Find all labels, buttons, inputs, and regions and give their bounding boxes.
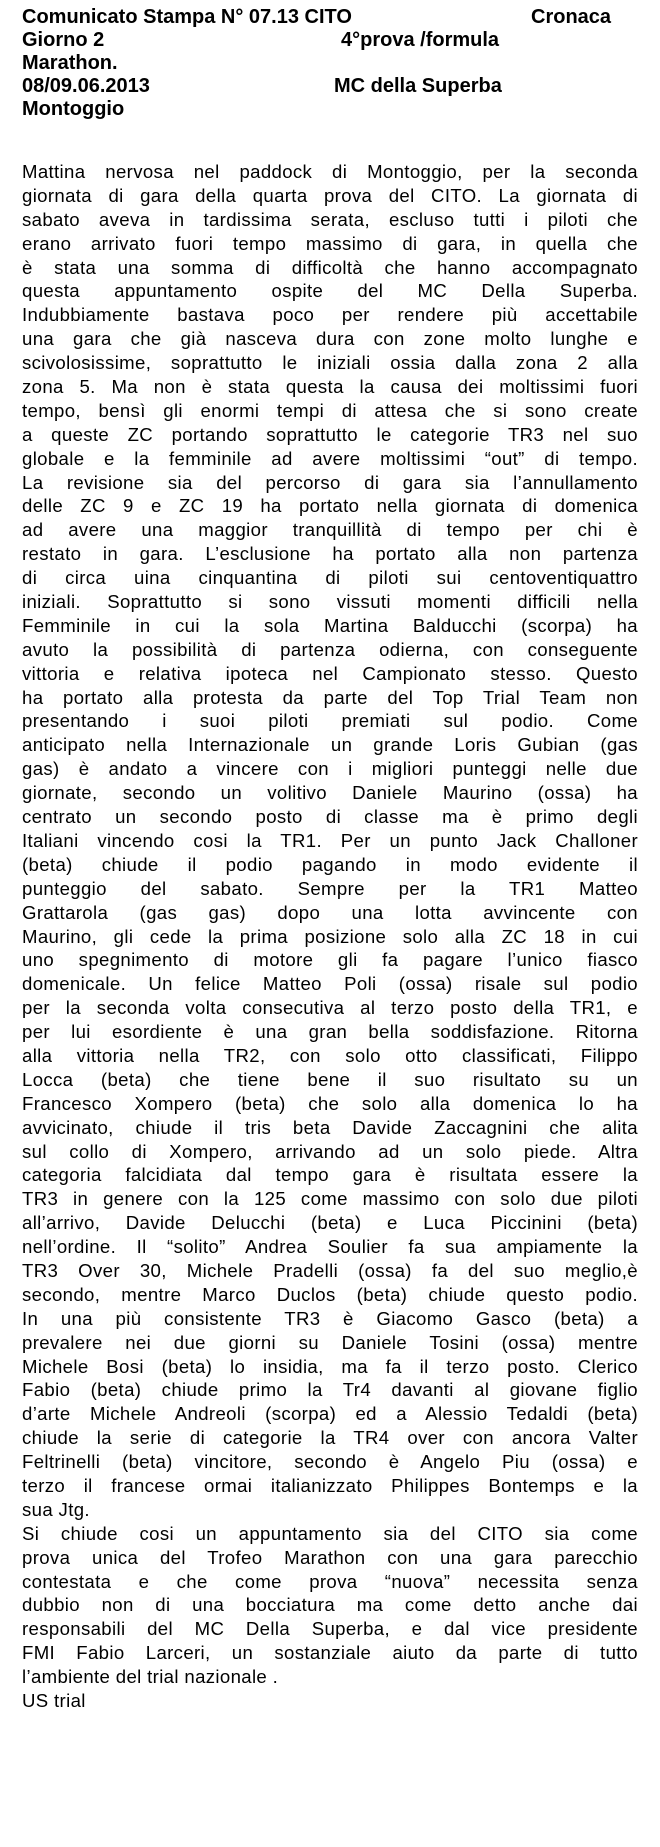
article-line: scivolosissime, soprattutto le iniziali ossia dalla zona 2 alla — [22, 352, 638, 374]
article-line: avuto la possibilità di partenza odierna, con conseguente — [22, 638, 638, 660]
section-label: Cronaca — [531, 6, 612, 28]
article-line: Feltrinelli (beta) vincitore, secondo è Angelo Piu (ossa) e — [22, 1451, 638, 1473]
article-line: secondo, mentre Marco Duclos (beta) chiude questo podio. — [22, 1283, 638, 1305]
article-line: US trial — [22, 1690, 86, 1711]
article-line: tempo, bensì gli enormi tempi di attesa che si sono create — [22, 399, 638, 421]
article-line: Indubbiamente bastava poco per rendere più accettabile — [22, 304, 638, 326]
article-line: erano arrivato fuori tempo massimo di gara, in quella che — [22, 232, 638, 254]
article-line: globale e la femminile ad avere moltissimi “out” di tempo. — [22, 447, 638, 469]
article-line: TR3 in genere con la 125 come massimo con solo due piloti — [22, 1188, 638, 1210]
article-line: categoria falcidiata dal tempo gara è risultata essere la — [22, 1164, 638, 1186]
article-line: Francesco Xompero (beta) che solo alla domenica lo ha — [22, 1092, 638, 1114]
article-line: Mattina nervosa nel paddock di Montoggio, per la seconda — [22, 161, 638, 182]
article-line: responsabili del MC Della Superba, e dal vice presidente — [22, 1618, 638, 1640]
article-line: nell’ordine. Il “solito” Andrea Soulier fa sua ampiamente la — [22, 1236, 638, 1258]
article-line: di circa uina cinquantina di piloti sui centoventiquattro — [22, 567, 638, 589]
article-line: uno spegnimento di motore gli fa pagare l’unico fiasco — [22, 949, 638, 971]
article-line: zona 5. Ma non è stata questa la causa dei moltissimi fuori — [22, 376, 638, 398]
article-line: per lui esordiente è una gran bella soddisfazione. Ritorna — [22, 1021, 638, 1043]
press-release-number: Comunicato Stampa N° 07.13 CITO — [22, 6, 352, 28]
article-line: vittoria e relativa ipoteca nel Campionato stesso. Questo — [22, 662, 638, 684]
article-line: restato in gara. L’esclusione ha portato alla non partenza — [22, 543, 638, 565]
article-line: La revisione sia del percorso di gara sia l’annullamento — [22, 471, 638, 493]
article-line: è stata una somma di difficoltà che hanno accompagnato — [22, 256, 638, 278]
article-line: FMI Fabio Larceri, un sostanziale aiuto da parte di tutto — [22, 1642, 638, 1664]
article-line: a queste ZC portando soprattutto le categorie TR3 nel suo — [22, 423, 638, 445]
day-label: Giorno 2 — [22, 29, 105, 51]
article-line: punteggio del sabato. Sempre per la TR1 Matteo — [22, 877, 638, 899]
article-line: domenicale. Un felice Matteo Poli (ossa) risale sul podio — [22, 973, 638, 995]
article-line: Grattarola (gas gas) dopo una lotta avvincente con — [22, 901, 638, 923]
article-line: presentando i suoi piloti premiati sul podio. Come — [22, 710, 638, 732]
round-label: 4°prova /formula — [341, 29, 500, 51]
article-line: questa appuntamento ospite del MC Della Superba. — [22, 280, 638, 302]
article-line: sabato aveva in tardissima serata, escluso tutti i piloti che — [22, 208, 638, 230]
article-line: TR3 Over 30, Michele Pradelli (ossa) fa del suo meglio,è — [22, 1259, 638, 1281]
article-line: all’arrivo, Davide Delucchi (beta) e Luca Piccinini (beta) — [22, 1212, 638, 1234]
article-line: delle ZC 9 e ZC 19 ha portato nella giornata di domenica — [22, 495, 638, 517]
article-line: gas) è andato a vincere con i migliori punteggi nelle due — [22, 758, 638, 780]
article-body — [22, 160, 638, 1713]
article-line: prevalere nei due giorni su Daniele Tosini (ossa) mentre — [22, 1331, 638, 1353]
article-line: Femminile in cui la sola Martina Balducchi (scorpa) ha — [22, 614, 638, 636]
article-line: Italiani vincendo cosi la TR1. Per un punto Jack Challoner — [22, 829, 638, 851]
formula-label: Marathon. — [22, 52, 118, 74]
article-line: avvicinato, chiude il tris beta Davide Zaccagnini che alita — [22, 1116, 638, 1138]
article-line: (beta) chiude il podio pagando in modo evidente il — [22, 853, 638, 875]
article-line: una gara che già nasceva dura con zone molto lunghe e — [22, 328, 638, 350]
article-line: In una più consistente TR3 è Giacomo Gasco (beta) a — [22, 1307, 638, 1329]
article-line: ha portato alla protesta da parte del Top Trial Team non — [22, 686, 638, 708]
article-line: Maurino, gli cede la prima posizione solo alla ZC 18 in cui — [22, 925, 638, 947]
article-line: contestata e che come prova “nuova” necessita senza — [22, 1570, 638, 1592]
article-line: ad avere una maggior tranquillità di tempo per chi è — [22, 519, 638, 541]
article-line: alla vittoria nella TR2, con solo otto classificati, Filippo — [22, 1044, 638, 1066]
article-line: giornate, secondo un volitivo Daniele Maurino (ossa) ha — [22, 782, 638, 804]
article-line: sua Jtg. — [22, 1498, 90, 1520]
article-line: chiude la serie di categorie la TR4 over con ancora Valter — [22, 1427, 638, 1449]
event-location: Montoggio — [22, 98, 125, 120]
article-line: giornata di gara della quarta prova del CITO. La giornata di — [22, 184, 638, 206]
article-line: terzo il francese ormai italianizzato Philippes Bontemps e la — [22, 1474, 638, 1496]
article-line: Locca (beta) che tiene bene il suo risultato su un — [22, 1068, 638, 1090]
article-line: l’ambiente del trial nazionale . — [22, 1666, 279, 1688]
article-line: d’arte Michele Andreoli (scorpa) ed a Alessio Tedaldi (beta) — [22, 1403, 638, 1425]
article-line: sul collo di Xompero, arrivando ad un solo piede. Altra — [22, 1140, 638, 1162]
article-line: Si chiude cosi un appuntamento sia del CITO sia come — [22, 1522, 638, 1544]
article-line: per la seconda volta consecutiva al terzo posto della TR1, e — [22, 997, 638, 1019]
article-line: Fabio (beta) chiude primo la Tr4 davanti al giovane figlio — [22, 1379, 638, 1401]
event-date: 08/09.06.2013 — [22, 75, 150, 97]
article-line: centrato un secondo posto di classe ma è primo degli — [22, 806, 638, 828]
article-line: dubbio non di una bocciatura ma come detto anche dai — [22, 1594, 638, 1616]
organizer: MC della Superba — [334, 75, 502, 97]
article-line: prova unica del Trofeo Marathon con una gara parecchio — [22, 1546, 638, 1568]
article-line: Michele Bosi (beta) lo insidia, ma fa il terzo posto. Clerico — [22, 1355, 638, 1377]
article-line: anticipato nella Internazionale un grande Loris Gubian (gas — [22, 734, 638, 756]
article-line: iniziali. Soprattutto si sono vissuti momenti difficili nella — [22, 591, 638, 613]
